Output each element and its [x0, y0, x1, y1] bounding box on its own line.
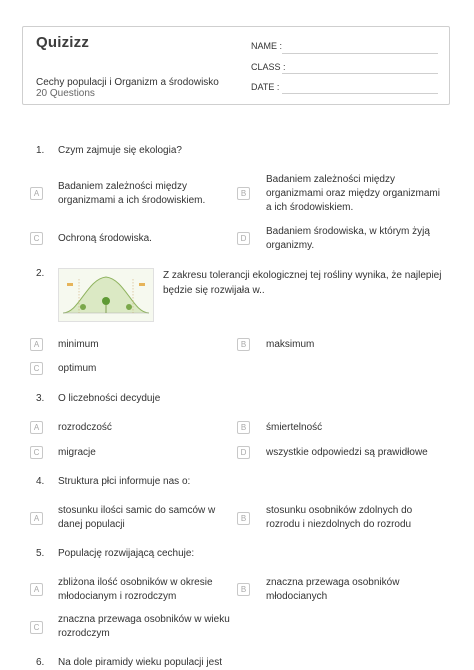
- option-text: stosunku ilości samic do samców w danej populacji: [58, 505, 216, 530]
- name-field[interactable]: [282, 53, 438, 54]
- option-box[interactable]: B: [237, 583, 250, 596]
- option-box[interactable]: D: [237, 232, 250, 245]
- date-label: DATE :: [251, 82, 280, 92]
- question-text: Z zakresu tolerancji ekologicznej tej rośliny wynika, że najlepiej będzie się rozwijała w..: [163, 270, 442, 296]
- option-text: zbliżona ilość osobników w okresie młodocianym i rozrodczym: [58, 577, 213, 602]
- option-box[interactable]: A: [30, 583, 43, 596]
- question-text: Czym zajmuje się ekologia?: [58, 145, 182, 156]
- option-box[interactable]: D: [237, 446, 250, 459]
- option-box[interactable]: B: [237, 187, 250, 200]
- question-count: 20 Questions: [36, 88, 95, 99]
- option-text: minimum: [58, 339, 99, 350]
- quizizz-logo: Quizizz: [36, 34, 90, 51]
- question-text: Na dole piramidy wieku populacji jest: [58, 657, 222, 668]
- option-box[interactable]: C: [30, 232, 43, 245]
- option-box[interactable]: B: [237, 421, 250, 434]
- tolerance-curve-image: [59, 269, 153, 321]
- option-text: Ochroną środowiska.: [58, 233, 152, 244]
- question-text: O liczebności decyduje: [58, 393, 161, 404]
- option-text: stosunku osobników zdolnych do rozrodu i niezdolnych do rozrodu: [266, 505, 413, 530]
- tolerance-diagram: [58, 268, 154, 322]
- question-number: 2.: [36, 268, 45, 279]
- question-text: Populację rozwijającą cechuje:: [58, 548, 195, 559]
- class-label: CLASS :: [251, 62, 286, 72]
- question-number: 3.: [36, 393, 45, 404]
- option-box[interactable]: B: [237, 512, 250, 525]
- option-box[interactable]: B: [237, 338, 250, 351]
- option-text: maksimum: [266, 339, 315, 350]
- option-text: znaczna przewaga osobników w wieku rozrodczym: [58, 614, 230, 639]
- option-text: Badaniem zależności między organizmami oraz między organizmami a ich środowiskiem.: [266, 174, 440, 213]
- question-number: 1.: [36, 145, 45, 156]
- question-number: 4.: [36, 476, 45, 487]
- date-field[interactable]: [282, 93, 438, 94]
- name-label: NAME :: [251, 41, 283, 51]
- option-text: rozrodczość: [58, 422, 112, 433]
- option-box[interactable]: A: [30, 421, 43, 434]
- option-text: migracje: [58, 447, 96, 458]
- worksheet-title: Cechy populacji i Organizm a środowisko: [36, 77, 219, 88]
- question-text: Struktura płci informuje nas o:: [58, 476, 191, 487]
- question-number: 6.: [36, 657, 45, 668]
- option-text: śmiertelność: [266, 422, 323, 433]
- option-box[interactable]: C: [30, 362, 43, 375]
- option-text: Badaniem zależności między organizmami a ich środowiskiem.: [58, 181, 206, 206]
- option-text: optimum: [58, 363, 97, 374]
- option-box[interactable]: C: [30, 446, 43, 459]
- option-text: znaczna przewaga osobników młodocianych: [266, 577, 400, 602]
- option-box[interactable]: C: [30, 621, 43, 634]
- class-field[interactable]: [282, 73, 438, 74]
- option-text: Badaniem środowiska, w którym żyją organizmy.: [266, 226, 430, 251]
- option-box[interactable]: A: [30, 512, 43, 525]
- option-box[interactable]: A: [30, 187, 43, 200]
- option-text: wszystkie odpowiedzi są prawidłowe: [266, 447, 428, 458]
- question-number: 5.: [36, 548, 45, 559]
- option-box[interactable]: A: [30, 338, 43, 351]
